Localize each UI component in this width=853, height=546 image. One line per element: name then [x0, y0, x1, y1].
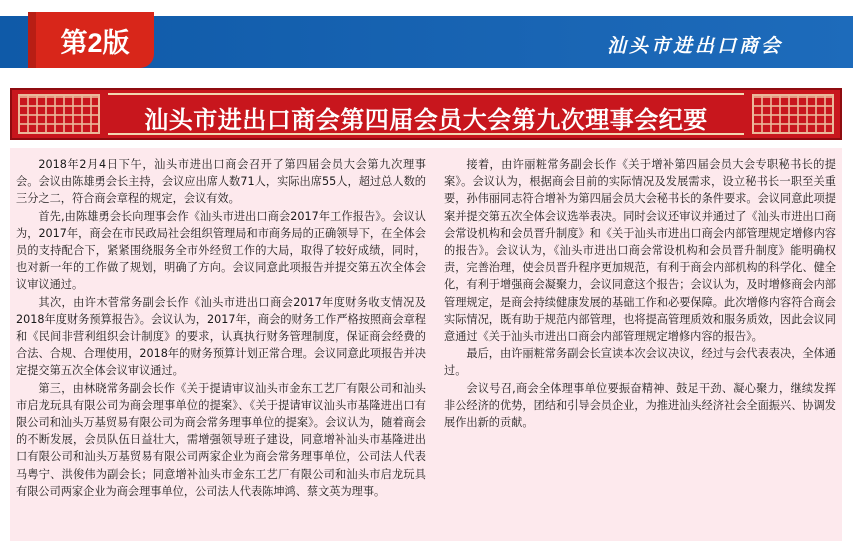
paragraph: 最后，由许丽粧常务副会长宣读本次会议决议，经过与会代表表决，全体通过。	[444, 347, 836, 378]
paragraph: 会议号召,商会全体理事单位要振奋精神、鼓足干劲、凝心聚力，继续发挥非公经济的优势，团结和引导会员企业，为推进汕头经济社会全面振兴、协调发展作出新的贡献。	[444, 381, 836, 430]
paragraph: 第三，由林晓常务副会长作《关于提请审议汕头市金东工艺厂有限公司和汕头市启龙玩具有限公司为商会理事单位的提案》、《关于提请审议汕头市基隆进出口有限公司和汕头万基贸易有限公司为商会常务理事单位的提案》。会议认为，随着商会的不断发展，会员队伍日益壮大，需增强领导班子建设，同意增补汕头市基隆进出口有限公司和汕头万基贸易有限公司两家企业为商会常务理事单位，公司法人代表马粤宁、洪俊伟为副会长；同意增补汕头市金东工艺厂有限公司和汕头市启龙玩具有限公司两家企业为商会理事单位，公司法人代表陈坤鸿、蔡文英为理事。	[16, 381, 426, 498]
article-title-band	[10, 88, 842, 140]
paragraph: 其次，由许木菅常务副会长作《汕头市进出口商会2017年度财务收支情况及2018年度财务预算报告》。会议认为，2017年，商会的财务工作严格按照商会章程和《民间非营利组织会计制度》的要求，认真执行财务管理制度，保证商会经费的合法、合规、合理使用，2018年的财务预算计划正常合理。会议同意此项报告并决定提交第五次全体会议审议通过。	[16, 295, 426, 378]
page-header	[0, 0, 853, 72]
article-column-right	[444, 156, 836, 431]
paragraph: 接着，由许丽粧常务副会长作《关于增补第四届会员大会专职秘书长的提案》。会议认为，根据商会目前的实际情况及发展需求，设立秘书长一职至关重要，孙伟丽同志符合增补为第四届会员大会秘书长的条件要求。会议同意此项提案并提交第五次全体会议选举表决。同时会议还审议并通过了《汕头市进出口商会常设机构和会员晋升制度》和《关于汕头市进出口商会内部管理规定增修内容的报告》。会议认为，《汕头市进出口商会常设机构和会员晋升制度》能明确权责，完善治理，使会员晋升程序更加规范，有利于商会内部机构的科学化、健全化，有利于增强商会凝聚力，会议同意这个报告；会议认为，及时增修商会内部管理规定，是商会持续健康发展的基础工作和必要保障。此次增修内容符合商会实际情况，既有助于规范内部管理，也将提高管理质效和服务质效，因此会议同意通过《关于汕头市进出口商会内部管理规定增修内容的报告》。	[444, 158, 836, 344]
paragraph: 首先,由陈雄勇会长向理事会作《汕头市进出口商会2017年工作报告》。会议认为，2017年，商会在市民政局社会组织管理局和市商务局的正确领导下，在全体会员的支持配合下，紧紧围绕服务全市外经贸工作的大局，取得了较好成绩，同时，也对新一年的工作做了规划，明确了方向。会议同意此项报告并提交第五次全体会议审议通过。	[16, 209, 426, 292]
edition-label: 第2版	[36, 12, 154, 68]
paragraph: 2018年2月4日下午，汕头市进出口商会召开了第四届会员大会第九次理事会。会议由陈雄勇会长主持，会议应出席人数71人，实际出席55人，超过总人数的三分之二，符合商会章程的规定，会议有效。	[16, 158, 426, 206]
article-column-left	[16, 156, 426, 500]
article-body	[10, 148, 842, 541]
masthead-title: 汕头市进出口商会	[606, 35, 783, 57]
article-title: 汕头市进出口商会第四届会员大会第九次理事会纪要	[144, 106, 708, 134]
